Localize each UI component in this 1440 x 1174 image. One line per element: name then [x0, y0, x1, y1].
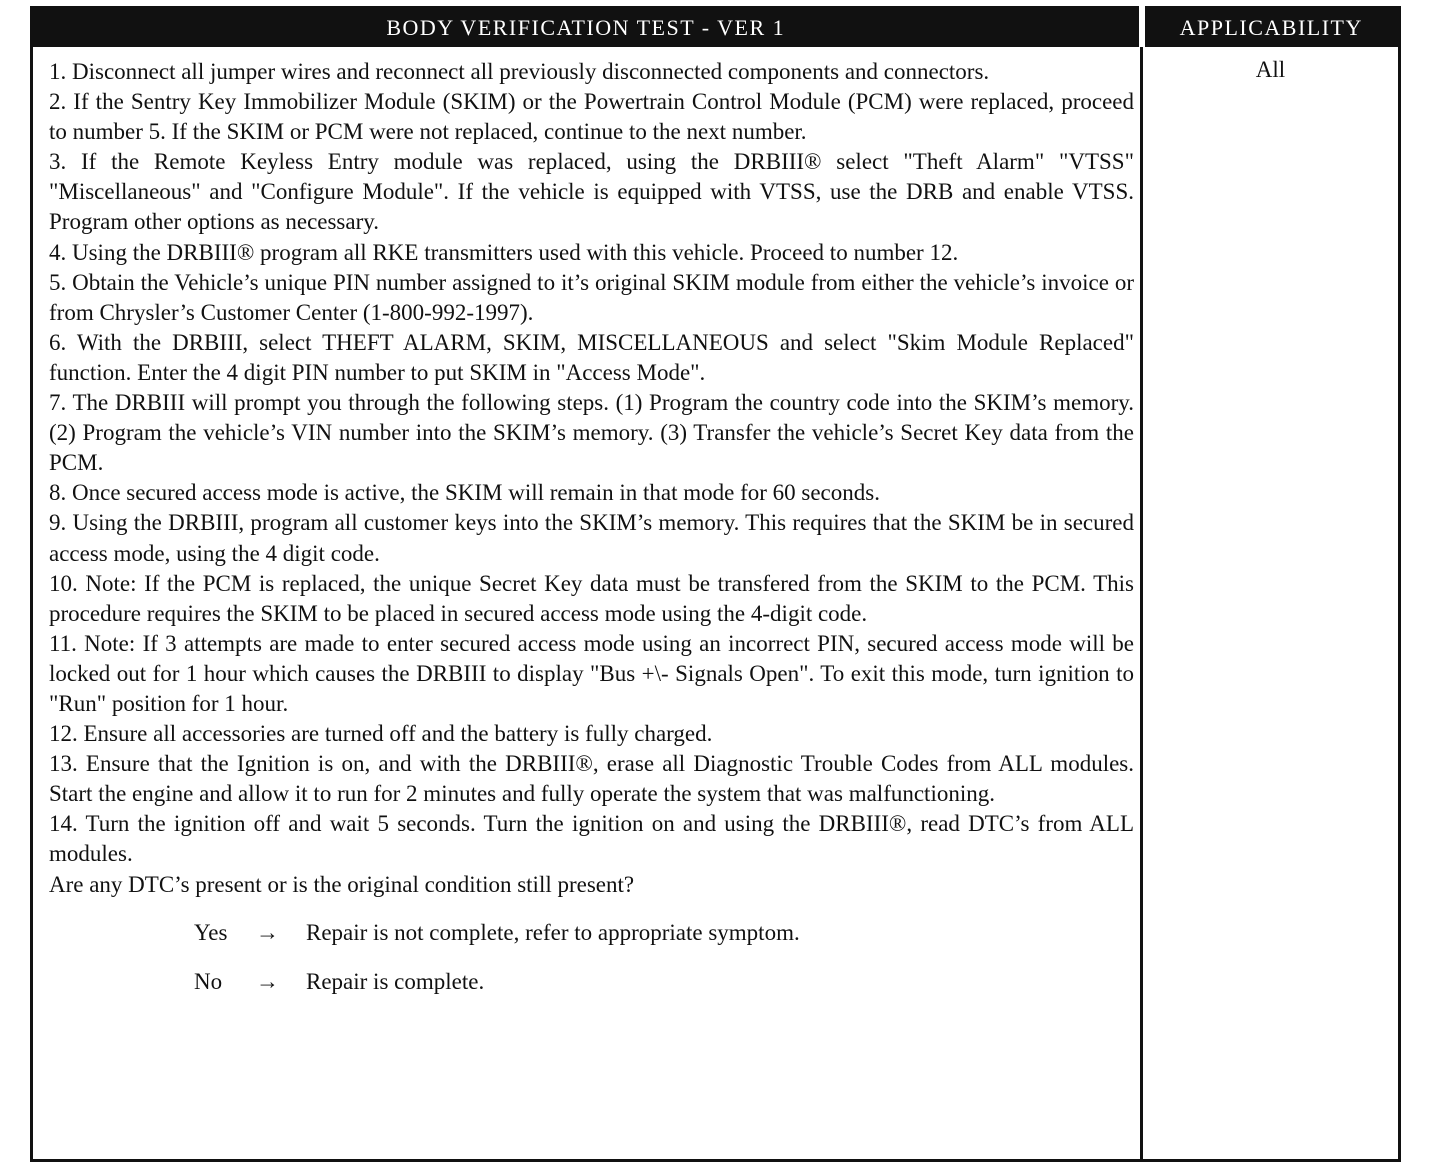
step-7: 7. The DRBIII will prompt you through the following steps. (1) Program the country code into the SKIM’s memory. (2) Program the vehicle’s VIN number into the SKIM’s memory. (3) Transfer the vehicle’s Secret Key data from the PCM. — [49, 390, 1134, 476]
diagnostic-question: Are any DTC’s present or is the original condition still present? — [49, 871, 635, 897]
step-13: 13. Ensure that the Ignition is on, and with the DRBIII®, erase all Diagnostic Trouble Codes from ALL modules. Start the engine and allow it to run for 2 minutes and fully operate the system that was malfunctioning. — [49, 751, 1134, 807]
step-11: 11. Note: If 3 attempts are made to enter secured access mode using an incorrect PIN, secured access mode will be locked out for 1 hour which causes the DRBIII to display "Bus +\- Signals Open". To exit this mode, turn ignition to "Run" position for 1 hour. — [49, 630, 1134, 716]
step-9: 9. Using the DRBIII, program all customer keys into the SKIM’s memory. This requires that the SKIM be in secured access mode, using the 4 digit code. — [49, 510, 1134, 566]
answer-yes — [194, 918, 1134, 967]
answer-no-text: Repair is complete. — [306, 968, 485, 994]
step-2: 2. If the Sentry Key Immobilizer Module (SKIM) or the Powertrain Control Module (PCM) were replaced, proceed to number 5. If the SKIM or PCM were not replaced, continue to the next number. — [49, 89, 1134, 145]
answer-no-label: No — [194, 968, 223, 994]
step-12: 12. Ensure all accessories are turned off and the battery is fully charged. — [49, 721, 713, 747]
answer-list — [194, 918, 1134, 1016]
right-arrow-icon: → — [256, 919, 279, 945]
step-5: 5. Obtain the Vehicle’s unique PIN number assigned to it’s original SKIM module from either the vehicle’s invoice or from Chrysler’s Customer Center (1-800-992-1997). — [49, 269, 1134, 325]
step-8: 8. Once secured access mode is active, the SKIM will remain in that mode for 60 seconds. — [49, 480, 880, 506]
step-14: 14. Turn the ignition off and wait 5 seconds. Turn the ignition on and using the DRBIII®, read DTC’s from ALL modules. — [49, 811, 1134, 867]
table-body-row — [32, 47, 1400, 1161]
answer-yes-text: Repair is not complete, refer to appropriate symptom. — [306, 919, 800, 945]
step-6: 6. With the DRBIII, select THEFT ALARM, SKIM, MISCELLANEOUS and select "Skim Module Replaced" function. Enter the 4 digit PIN number to put SKIM in "Access Mode". — [49, 329, 1134, 385]
applicability-cell: All — [1255, 57, 1286, 82]
step-3: 3. If the Remote Keyless Entry module was replaced, using the DRBIII® select "Theft Alarm" "VTSS" "Miscellaneous" and "Configure Module". If the vehicle is equipped with VTSS, use the DRB and enable VTSS. Program other options as necessary. — [49, 149, 1134, 235]
test-title-header: BODY VERIFICATION TEST - VER 1 — [32, 8, 1142, 48]
right-arrow-icon: → — [256, 968, 279, 994]
applicability-header: APPLICABILITY — [1142, 8, 1400, 48]
procedure-steps — [49, 57, 1134, 870]
step-4: 4. Using the DRBIII® program all RKE transmitters used with this vehicle. Proceed to number 12. — [49, 239, 959, 265]
answer-yes-label: Yes — [194, 919, 228, 945]
table-header-row — [32, 8, 1400, 48]
step-1: 1. Disconnect all jumper wires and reconnect all previously disconnected components and connectors. — [49, 59, 990, 84]
step-10: 10. Note: If the PCM is replaced, the unique Secret Key data must be transfered from the SKIM to the PCM. This procedure requires the SKIM to be placed in secured access mode using the 4-digit code. — [49, 570, 1134, 626]
answer-no — [194, 967, 1134, 1016]
procedure-cell — [32, 47, 1142, 1161]
document-page — [30, 6, 1398, 1162]
verification-test-table — [30, 6, 1401, 1162]
